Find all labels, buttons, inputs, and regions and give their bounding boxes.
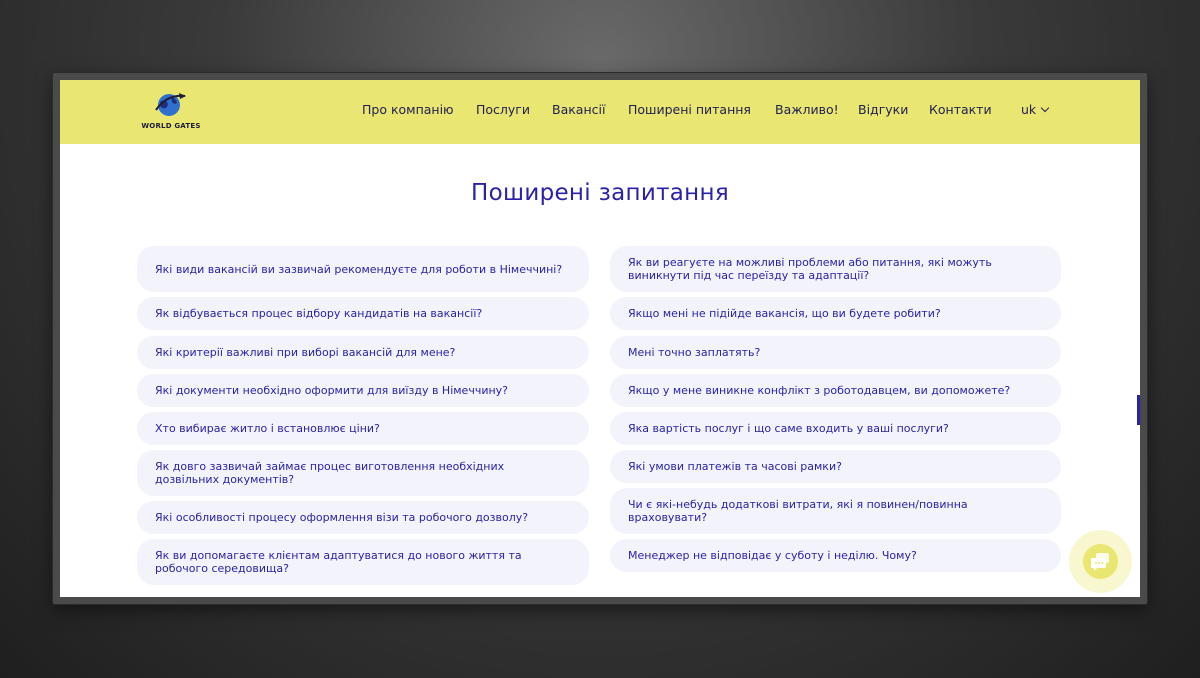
faq-question: Мені точно заплатять? [628,346,761,359]
site-header [60,80,1140,144]
nav-item-contacts[interactable]: Контакти [929,102,992,117]
page-title: Поширені запитання [471,180,729,206]
faq-question: Які документи необхідно оформити для виїзду в Німеччину? [155,384,509,397]
faq-item[interactable] [610,336,1061,369]
nav-item-reviews[interactable]: Відгуки [858,102,909,117]
faq-item[interactable] [137,246,589,292]
faq-question: Які умови платежів та часові рамки? [628,460,842,473]
logo-text: WORLD GATES [141,122,201,130]
faq-item[interactable] [137,450,589,496]
faq-item[interactable] [137,374,589,407]
globe-plane-icon [152,90,188,120]
chat-bubble-icon [1091,552,1110,571]
faq-question: Як ви допомагаєте клієнтам адаптуватися до нового життя та робочого середовища? [155,549,522,575]
faq-item[interactable] [610,297,1061,330]
faq-item[interactable] [137,297,589,330]
faq-question: Які особливості процесу оформлення візи та робочого дозволу? [155,511,529,524]
chat-button[interactable] [1083,544,1118,579]
nav-item-faq[interactable]: Поширені питання [628,102,751,117]
faq-question: Як довго зазвичай займає процес виготовлення необхідних дозвільних документів? [155,460,505,486]
faq-question: Чи є які-небудь додаткові витрати, які я повинен/повинна враховувати? [628,498,968,524]
faq-item[interactable] [610,539,1061,572]
faq-question: Менеджер не відповідає у суботу і неділю. Чому? [628,549,917,562]
faq-question: Якщо у мене виникне конфлікт з роботодавцем, ви допоможете? [628,384,1011,397]
faq-question: Які критерії важливі при виборі вакансій для мене? [155,346,456,359]
scrollbar-thumb[interactable] [1137,395,1140,425]
faq-question: Як ви реагуєте на можливі проблеми або питання, які можуть виникнути під час переїзду та адаптації? [628,256,992,282]
faq-item[interactable] [610,412,1061,445]
faq-item[interactable] [137,501,589,534]
faq-question: Якщо мені не підійде вакансія, що ви будете робити? [628,307,941,320]
logo[interactable] [136,90,206,136]
faq-item[interactable] [610,488,1061,534]
chevron-down-icon [1041,104,1049,112]
browser-viewport [60,80,1140,597]
language-selector[interactable] [1021,102,1048,117]
nav-item-important[interactable]: Важливо! [775,102,839,117]
faq-question: Яка вартість послуг і що саме входить у ваші послуги? [628,422,949,435]
faq-question: Як відбувається процес відбору кандидатів на вакансії? [155,307,483,320]
nav-item-vacancies[interactable]: Вакансії [552,102,606,117]
faq-item[interactable] [610,246,1061,292]
faq-question: Хто вибирає житло і встановлює ціни? [155,422,380,435]
faq-item[interactable] [137,539,589,585]
faq-item[interactable] [610,450,1061,483]
faq-item[interactable] [610,374,1061,407]
faq-item[interactable] [137,336,589,369]
faq-question: Які види вакансій ви зазвичай рекомендуєте для роботи в Німеччині? [155,262,563,276]
nav-item-services[interactable]: Послуги [476,102,530,117]
nav-item-about[interactable]: Про компанію [362,102,454,117]
faq-item[interactable] [137,412,589,445]
language-label: uk [1021,102,1037,117]
